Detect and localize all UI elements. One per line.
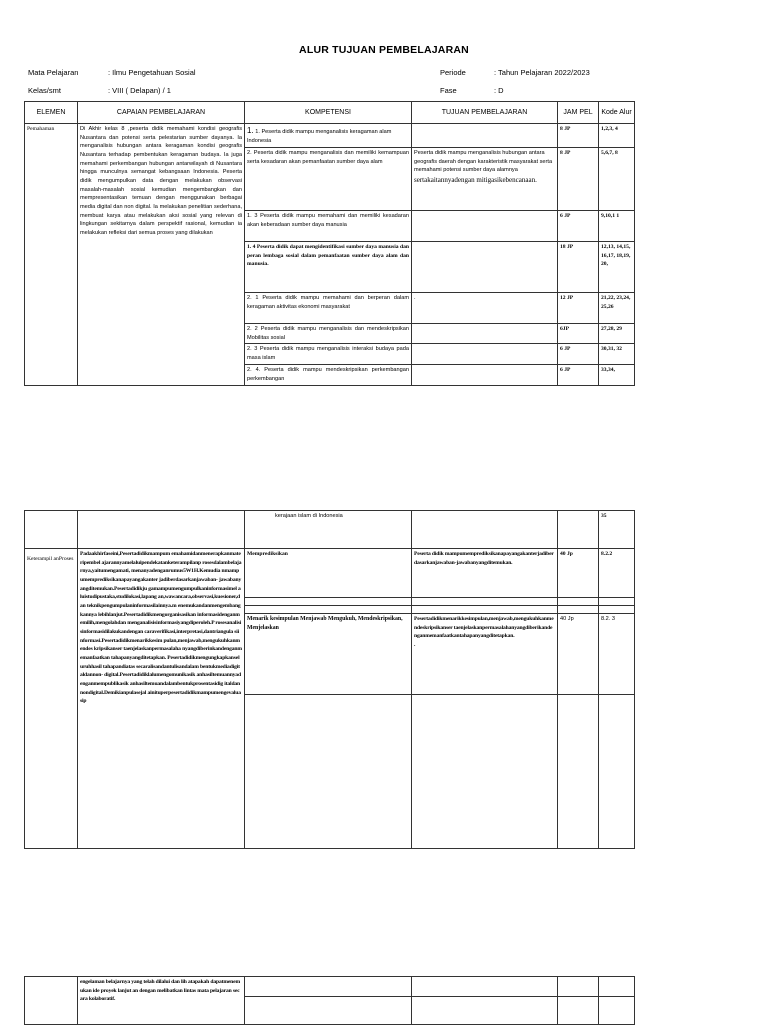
jam-pel-cell (558, 511, 599, 549)
kode-alur-cell: 27,28, 29 (599, 324, 635, 344)
atp-table-continued (24, 510, 635, 849)
jam-pel-cell: 8 JP (558, 148, 599, 211)
jam-pel-cell: 40 Jp (558, 549, 599, 598)
kode-alur-cell: 1,2,3, 4 (599, 124, 635, 148)
kompetensi-cell: Memprediksikan (245, 549, 412, 598)
elemen-cell (25, 977, 78, 1025)
kompetensi-cell (245, 997, 412, 1025)
kode-alur-cell (599, 695, 635, 849)
elemen-cell: Keterampil anProses (25, 549, 78, 849)
kompetensi-cell: 2. 4. Peserta didik mampu mendeskripsikan perkembangan perkembangan (245, 365, 412, 385)
tujuan-cell (412, 606, 558, 614)
kode-alur-cell: 8.2. 3 (599, 614, 635, 695)
kompetensi-cell (245, 695, 412, 849)
fase-label: Fase (440, 86, 457, 95)
header-jam-pel: JAM PEL (558, 102, 599, 124)
jam-pel-cell (558, 695, 599, 849)
kompetensi-cell: 2. 1 Peserta didik mampu memahami dan berperan dalam keragaman aktivitas ekonomi masyarakat (245, 293, 412, 324)
tujuan-cell (412, 124, 558, 148)
elemen-cell (25, 511, 78, 549)
atp-table-page-bottom (24, 976, 635, 1025)
tujuan-cell (412, 211, 558, 242)
jam-pel-cell: 6JP (558, 324, 599, 344)
kode-alur-cell: 33,34, (599, 365, 635, 385)
kode-alur-cell: 35 (599, 511, 635, 549)
tujuan-cell: Pesertadidikmenarikkesimpulan,menjawab,mengukuhkanmendeskripsikanser taenjelaskanpermasalahanyangdiberikandenganmemanfaatkantahapanyangditetapkan. . (412, 614, 558, 695)
kompetensi-cell: Menarik kesimpulan Menjawab Mengukuh, Mendeskripsikan, Menjelaskan (245, 614, 412, 695)
header-kode-alur: Kode Alur (599, 102, 635, 124)
mapel-value: : Ilmu Pengetahuan Sosial (108, 68, 196, 77)
tujuan-cell: Peserta didik mampu menganalisis hubungan antara geografis daerah dengan karakteristik masyarakat serta memahami potensi sumber daya alamnya sertakaitannyadengan mitigasikebencanaan. (412, 148, 558, 211)
tujuan-cell: Peserta didik mampumemprediksikanapayangakanterjadiberdasarkanjawaban-jawabanyangditemukan. (412, 549, 558, 598)
fase-value: : D (494, 86, 504, 95)
tujuan-cell (412, 344, 558, 365)
jam-pel-cell (558, 598, 599, 606)
jam-pel-cell: 6 JP (558, 365, 599, 385)
tujuan-cell (412, 977, 558, 997)
header-elemen: ELEMEN (25, 102, 78, 124)
header-kompetensi: KOMPETENSI (245, 102, 412, 124)
kelas-label: Kelas/smt (28, 86, 61, 95)
header-capaian: CAPAIAN PEMBELAJARAN (78, 102, 245, 124)
table-row (25, 511, 635, 549)
jam-pel-cell: 18 JP (558, 242, 599, 293)
periode-value: : Tahun Pelajaran 2022/2023 (494, 68, 590, 77)
kode-alur-cell: 9,10,1 1 (599, 211, 635, 242)
periode-label: Periode (440, 68, 466, 77)
document-title: ALUR TUJUAN PEMBELAJARAN (299, 44, 469, 56)
kompetensi-cell (245, 606, 412, 614)
atp-table-main (24, 101, 635, 386)
tujuan-cell (412, 598, 558, 606)
kompetensi-cell (245, 598, 412, 606)
kompetensi-cell: 2. 2 Peserta didik mampu menganalisis dan mendeskripsikan Mobilitas sosial (245, 324, 412, 344)
kompetensi-cell: 1. 4 Peserta didik dapat mengidentifikasi sumber daya manusia dan peran lembaga sosial dalam pemanfaatan sumber daya alam dan manusia. (245, 242, 412, 293)
header-tujuan: TUJUAN PEMBELAJARAN (412, 102, 558, 124)
elemen-cell: Pemahaman (25, 124, 78, 386)
tujuan-cell (412, 365, 558, 385)
kelas-value: : VIII ( Delapan) / 1 (108, 86, 171, 95)
kode-alur-cell: 5,6,7, 8 (599, 148, 635, 211)
kode-alur-cell (599, 598, 635, 606)
tujuan-cell (412, 695, 558, 849)
kode-alur-cell (599, 977, 635, 997)
kompetensi-cell: 2. 3 Peserta didik mampu menganalisis interaksi budaya pada masa islam (245, 344, 412, 365)
tujuan-cell (412, 511, 558, 549)
kode-alur-cell (599, 606, 635, 614)
jam-pel-cell: 40 Jp (558, 614, 599, 695)
jam-pel-cell: 8 JP (558, 124, 599, 148)
tujuan-cell (412, 242, 558, 293)
table-row (25, 124, 635, 148)
jam-pel-cell (558, 997, 599, 1025)
table-row (25, 549, 635, 598)
kompetensi-cell (245, 977, 412, 997)
table-row (25, 977, 635, 997)
capaian-continuation (80, 852, 244, 976)
jam-pel-cell: 6 JP (558, 211, 599, 242)
jam-pel-cell (558, 977, 599, 997)
capaian-cell: Padaakhirfaseini,Pesertadidikmampum emahamidanmenerapkanmateripembel ajarannyamelaluipendekatanketerampilanp rosesdalambelajarnya,yaitumengamati, menanyadenganrumus5W1H.Kemudia nmampumemprediksikanapayangakanter jadiberdasarkanjawaban- jawabanyangditemukan.Pesertadidikju gamampumengumpulkaninformasimel aluistudipustaka,studilokasi,lapang an,wawancara,observasi,kuesioner,dan teknikpengumpulaninformasilainnya.m enemukandanmengembangkannya lebihlanjut.Pesertadidikmengorganisasikan informasidenganmemilih,mengolahdan menganalisisinformasiyangdiperoleh.P rosesanalisisinformasidilakukandengan caraverifikasi,interpretasi,dantriangula siinformasi.Pesertadidikmenarikkesim pulan,menjawab,mengukuhkanmendes kripsikanser taenjelaskanpermasalaha nyangdiberinkandenganmemanfaatkan tahapanyangditetapkan. Pesertadidikmengungkapkanseluruhhasil tahapandiatas secaralisandantulisandalam bentukmediadigitaldannon- digital.Pesertadidiklalumengomunikasik anhasiltemuannyadenganmempublikasik anhasiltemuandalambentukprosentasidig italdannondigital.Demikianpulasejal ainituperpesertadidikmampumengevaluasip (78, 549, 245, 849)
kompetensi-cell: 2. Peserta didik mampu menganalisis dan memiliki kemampuan serta kesadaran akan pemanfaatan sumber daya alam (245, 148, 412, 211)
jam-pel-cell (558, 606, 599, 614)
kode-alur-cell: 12,13, 14,15, 16,17, 18,19, 20, (599, 242, 635, 293)
capaian-cell: engelaman belajarnya yang telah dilalui dan lih atapakah dapatmenemukan ide proyek lanjut an dengan melibatkan lintas mata pelajaran secara kolaboratif. (78, 977, 245, 1025)
capaian-cell: Di Akhir kelas 8 ,peserta didik memahami kondisi geografis Nusantara dan potensi serta pelestarian sumber dayanya. Ia menganalisis hubungan antara keragaman kondisi geografis Nusantara terhadap pembentukan keragaman budaya. Ia juga memahami perkembangan hubungan antarwilayah di Nusantara hingga munculnya semangat kebangsaan Indonesia. Peserta didik mengumpulkan data dengan melakukan observasi masalah-masalah sosial kemudian mengembangkan dan mempresentasikan temuan dengan menggunakan berbagai media digital dan non digital. Ia melakukan penelitian sederhana, membuat karya atau melakukan aksi sosial yang relevan di lingkungan sekitarnya dalam perspektif rasional, kemudian ia melakukan refleksi dari semua proses yang dilakukan (78, 124, 245, 386)
tujuan-cell: . (412, 293, 558, 324)
jam-pel-cell: 6 JP (558, 344, 599, 365)
tujuan-cell (412, 324, 558, 344)
kode-alur-cell: 21,22, 23,24, 25,26 (599, 293, 635, 324)
kode-alur-cell (599, 997, 635, 1025)
table-header-row (25, 102, 635, 124)
kode-alur-cell: 30,31, 32 (599, 344, 635, 365)
kompetensi-cell: kerajaan islam di Indonesia (245, 511, 412, 549)
mapel-label: Mata Pelajaran (28, 68, 79, 77)
kompetensi-cell: 1. 3 Peserta didik mampu memahami dan memiliki kesadaran akan keberadaan sumber daya manusia (245, 211, 412, 242)
tujuan-cell (412, 997, 558, 1025)
jam-pel-cell: 12 JP (558, 293, 599, 324)
capaian-cell (78, 511, 245, 549)
kode-alur-cell: 8.2.2 (599, 549, 635, 598)
kompetensi-cell: 1. 1. Peserta didik mampu menganalisis keragaman alam Indonesia (245, 124, 412, 148)
